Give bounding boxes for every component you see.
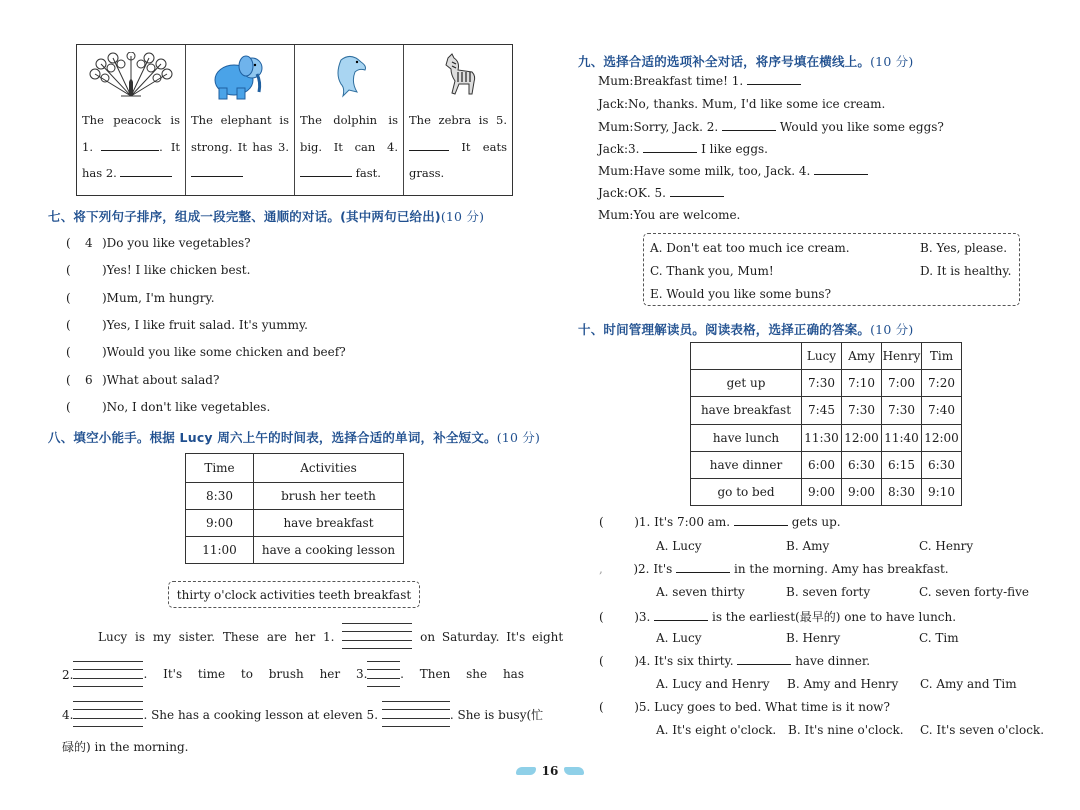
blank-3[interactable]	[191, 176, 243, 177]
zebra-icon	[404, 45, 512, 107]
options-box	[643, 233, 1020, 306]
page-number: 16	[515, 763, 585, 779]
animal-text-zebra: The zebra is 5. It eats grass.	[409, 113, 507, 180]
table-row: 11:00 have a cooking lesson	[186, 537, 404, 564]
blank-3[interactable]	[367, 667, 400, 679]
ornament-right-icon	[564, 767, 584, 775]
header-time: Time	[186, 454, 254, 483]
blank-2[interactable]	[120, 176, 172, 177]
table-row: get up 7:30 7:10 7:00 7:20	[691, 370, 962, 397]
order-item-4: ( )Yes, I like fruit salad. It's yummy.	[66, 318, 308, 332]
dialog-blank-3[interactable]	[643, 152, 697, 153]
answer-slot[interactable]: (	[66, 318, 71, 332]
question-blank[interactable]	[676, 572, 730, 573]
ornament-left-icon	[516, 767, 536, 775]
animal-text-elephant: The elephant is strong. It has 3.	[186, 107, 294, 187]
answer-slot[interactable]: (	[66, 345, 71, 359]
choice-a[interactable]: A. Lucy and Henry	[656, 677, 770, 691]
word-bank-item: o'clock	[214, 587, 257, 602]
dialog-line-5: Mum:Have some milk, too, Jack. 4.	[598, 164, 868, 178]
blank-4[interactable]	[300, 176, 352, 177]
blank-5[interactable]	[409, 150, 449, 151]
choice-b[interactable]: B. It's nine o'clock.	[788, 723, 904, 737]
answer-slot[interactable]: (	[66, 263, 71, 277]
order-item-5: ( )Would you like some chicken and beef?	[66, 345, 346, 359]
answer-slot[interactable]: (	[66, 400, 71, 414]
passage-line-3: 4. . She has a cooking lesson at eleven 5. . She is busy(忙	[62, 706, 543, 723]
order-item-3: ( )Mum, I'm hungry.	[66, 291, 215, 305]
blank-4[interactable]	[73, 707, 143, 719]
animal-cell-zebra	[404, 45, 512, 195]
dialog-line-6: Jack:OK. 5.	[598, 186, 724, 200]
section-7-heading: 七、将下列句子排序，组成一段完整、通顺的对话。(其中两句已给出)(10 分)	[48, 209, 485, 224]
table-row: have lunch 11:30 12:00 11:40 12:00	[691, 424, 962, 451]
blank-1[interactable]	[342, 629, 412, 641]
dialog-blank-1[interactable]	[747, 84, 801, 85]
word-bank-item: breakfast	[353, 587, 412, 602]
passage-line-1: Lucy is my sister. These are her 1. on Saturday. It's eight	[98, 629, 563, 644]
answer-slot[interactable]: ( 4	[66, 236, 93, 250]
option-e: E. Would you like some buns?	[650, 287, 832, 301]
animal-text-dolphin: The dolphin is big. It can 4. fast.	[300, 113, 398, 180]
option-d: D. It is healthy.	[920, 264, 1012, 278]
animal-cell-dolphin	[295, 45, 404, 195]
option-b: B. Yes, please.	[920, 241, 1008, 255]
option-a: A. Don't eat too much ice cream.	[650, 241, 850, 255]
question-blank[interactable]	[737, 664, 791, 665]
choice-c[interactable]: C. seven forty-five	[919, 585, 1030, 599]
lucy-schedule-table	[185, 453, 404, 564]
table-header-row: Lucy Amy Henry Tim	[691, 343, 962, 370]
choice-a[interactable]: A. Lucy	[656, 631, 702, 645]
daily-times-table	[690, 342, 962, 506]
choice-b[interactable]: B. Amy and Henry	[787, 677, 899, 691]
dialog-blank-2[interactable]	[722, 130, 776, 131]
blank-1[interactable]	[101, 150, 159, 151]
answer-paren[interactable]: (	[599, 515, 635, 529]
choice-b[interactable]: B. seven forty	[786, 585, 871, 599]
word-bank	[168, 581, 420, 608]
animal-text-peacock: The peacock is 1. . It has 2.	[82, 113, 180, 180]
question-1: ( )1. It's 7:00 am. gets up.	[599, 515, 841, 529]
passage-line-4: 碌的) in the morning.	[62, 740, 189, 754]
dialog-line-7: Mum:You are welcome.	[598, 208, 741, 222]
animal-cell-peacock	[77, 45, 186, 195]
answer-slot[interactable]: ( 6	[66, 373, 93, 387]
choice-c[interactable]: C. It's seven o'clock.	[920, 723, 1045, 737]
choice-a[interactable]: A. seven thirty	[656, 585, 745, 599]
choice-a[interactable]: A. Lucy	[656, 539, 702, 553]
section-9-heading: 九、选择合适的选项补全对话，将序号填在横线上。(10 分)	[578, 54, 914, 69]
blank-5[interactable]	[382, 707, 450, 719]
dialog-line-2: Jack:No, thanks. Mum, I'd like some ice cream.	[598, 97, 886, 111]
choice-c[interactable]: C. Henry	[919, 539, 974, 553]
dolphin-icon	[295, 45, 403, 107]
dialog-line-4: Jack:3. I like eggs.	[598, 142, 768, 156]
answer-paren[interactable]: (	[599, 654, 635, 668]
choice-a[interactable]: A. It's eight o'clock.	[656, 723, 777, 737]
answer-slot[interactable]: (	[66, 291, 71, 305]
answer-paren[interactable]: (	[599, 700, 635, 714]
choice-b[interactable]: B. Amy	[786, 539, 830, 553]
choice-c[interactable]: C. Amy and Tim	[920, 677, 1017, 691]
header-activities: Activities	[254, 454, 404, 483]
order-item-2: ( )Yes! I like chicken best.	[66, 263, 251, 277]
table-row: have breakfast 7:45 7:30 7:30 7:40	[691, 397, 962, 424]
section-10-heading: 十、时间管理解读员。阅读表格，选择正确的答案。(10 分)	[578, 322, 914, 337]
table-row: go to bed 9:00 9:00 8:30 9:10	[691, 478, 962, 505]
question-2: , )2. It's in the morning. Amy has breakfast.	[599, 562, 949, 576]
passage-line-2: 2. . It's time to brush her 3. . Then she has	[62, 667, 524, 682]
table-row: 8:30 brush her teeth	[186, 483, 404, 510]
animal-cell-elephant	[186, 45, 295, 195]
option-c: C. Thank you, Mum!	[650, 264, 774, 278]
dialog-blank-4[interactable]	[814, 174, 868, 175]
word-bank-item: thirty	[176, 587, 211, 602]
dialog-line-3: Mum:Sorry, Jack. 2. Would you like some eggs?	[598, 120, 944, 134]
question-blank[interactable]	[654, 620, 708, 621]
word-bank-item: teeth	[318, 587, 351, 602]
table-row: have dinner 6:00 6:30 6:15 6:30	[691, 451, 962, 478]
question-blank[interactable]	[734, 525, 788, 526]
question-5: ( )5. Lucy goes to bed. What time is it now?	[599, 700, 890, 714]
question-3: ( )3. is the earliest(最早的) one to have lunch.	[599, 610, 957, 624]
table-row: 9:00 have breakfast	[186, 510, 404, 537]
choice-b[interactable]: B. Henry	[786, 631, 841, 645]
question-4: ( )4. It's six thirty. have dinner.	[599, 654, 871, 668]
order-item-6: ( 6 )What about salad?	[66, 373, 220, 387]
blank-2[interactable]	[73, 667, 143, 679]
dialog-blank-5[interactable]	[670, 196, 724, 197]
answer-paren[interactable]: ,	[599, 562, 634, 576]
elephant-icon	[186, 45, 294, 107]
word-bank-item: activities	[259, 587, 315, 602]
choice-c[interactable]: C. Tim	[919, 631, 959, 645]
peacock-icon	[77, 45, 185, 107]
dialog-line-1: Mum:Breakfast time! 1.	[598, 74, 801, 88]
animal-table	[76, 44, 513, 196]
section-8-heading: 八、填空小能手。根据 Lucy 周六上午的时间表，选择合适的单词，补全短文。(10 分)	[48, 430, 541, 445]
order-item-1: ( 4 )Do you like vegetables?	[66, 236, 251, 250]
order-item-7: ( )No, I don't like vegetables.	[66, 400, 271, 414]
answer-paren[interactable]: (	[599, 610, 635, 624]
